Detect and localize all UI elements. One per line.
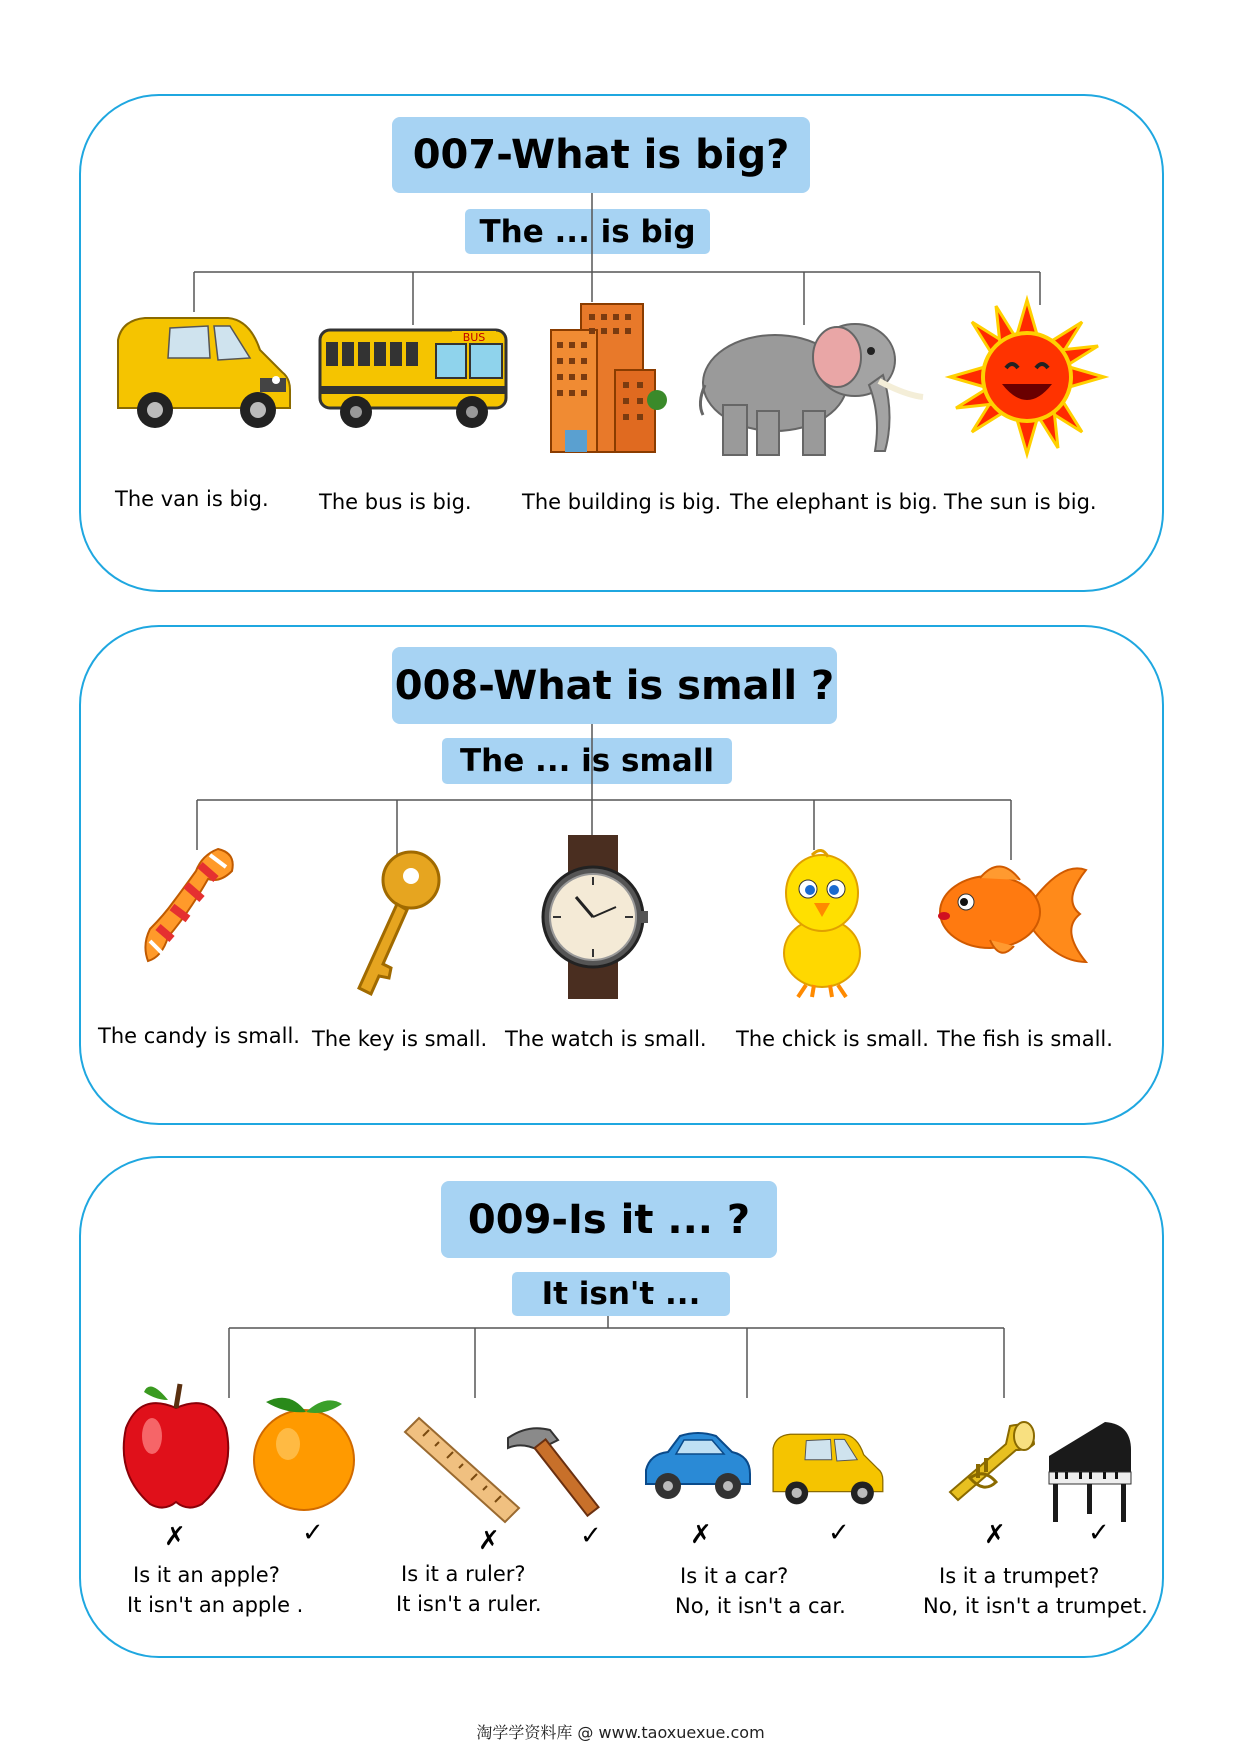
wrong-mark-2: ✗ <box>478 1526 500 1556</box>
section-isit-title: 009-Is it ... ? <box>441 1181 777 1258</box>
caption-small-4: The chick is small. <box>736 1027 929 1051</box>
key-icon <box>345 848 445 998</box>
answer-1: It isn't an apple . <box>127 1593 304 1617</box>
fish-icon <box>930 850 1090 975</box>
wrong-mark-1: ✗ <box>164 1522 186 1552</box>
section-small-title: 008-What is small ? <box>392 647 837 724</box>
watch-icon <box>538 835 648 1000</box>
apple-icon <box>120 1378 232 1513</box>
caption-big-1: The van is big. <box>115 487 269 511</box>
caption-big-5: The sun is big. <box>944 490 1097 514</box>
trumpet-icon <box>940 1420 1035 1510</box>
elephant-icon <box>695 315 925 460</box>
van-icon <box>110 310 295 435</box>
bus-sign-text: BUS <box>462 331 486 344</box>
section-isit-pattern: It isn't ... <box>512 1272 730 1316</box>
question-1: Is it an apple? <box>133 1563 280 1587</box>
building-icon <box>545 300 665 455</box>
right-mark-3: ✓ <box>828 1518 850 1548</box>
bus-icon <box>316 322 512 437</box>
caption-small-1: The candy is small. <box>98 1024 300 1048</box>
section-big-title: 007-What is big? <box>392 117 810 193</box>
van-icon <box>768 1425 886 1513</box>
section-big-pattern: The ... is big <box>465 209 710 254</box>
caption-big-3: The building is big. <box>522 490 722 514</box>
hammer-icon <box>498 1420 593 1520</box>
wrong-mark-4: ✗ <box>984 1520 1006 1550</box>
wrong-mark-3: ✗ <box>690 1520 712 1550</box>
caption-small-3: The watch is small. <box>505 1027 707 1051</box>
right-mark-4: ✓ <box>1088 1518 1110 1548</box>
caption-big-2: The bus is big. <box>319 490 472 514</box>
footer-text: 淘学学资料库 @ www.taoxuexue.com <box>476 1723 765 1742</box>
caption-small-2: The key is small. <box>312 1027 488 1051</box>
candy-icon <box>140 845 245 965</box>
question-2: Is it a ruler? <box>401 1562 526 1586</box>
caption-small-5: The fish is small. <box>937 1027 1113 1051</box>
answer-2: It isn't a ruler. <box>396 1592 542 1616</box>
car-icon <box>640 1430 755 1505</box>
right-mark-1: ✓ <box>302 1518 324 1548</box>
caption-big-4: The elephant is big. <box>730 490 938 514</box>
section-small-pattern: The ... is small <box>442 738 732 784</box>
chick-icon <box>772 845 872 1000</box>
answer-4: No, it isn't a trumpet. <box>923 1594 1148 1618</box>
question-3: Is it a car? <box>680 1564 789 1588</box>
orange-icon <box>250 1390 358 1515</box>
question-4: Is it a trumpet? <box>939 1564 1100 1588</box>
piano-icon <box>1045 1416 1135 1526</box>
sun-icon <box>948 298 1106 456</box>
right-mark-2: ✓ <box>580 1521 602 1551</box>
answer-3: No, it isn't a car. <box>675 1594 846 1618</box>
